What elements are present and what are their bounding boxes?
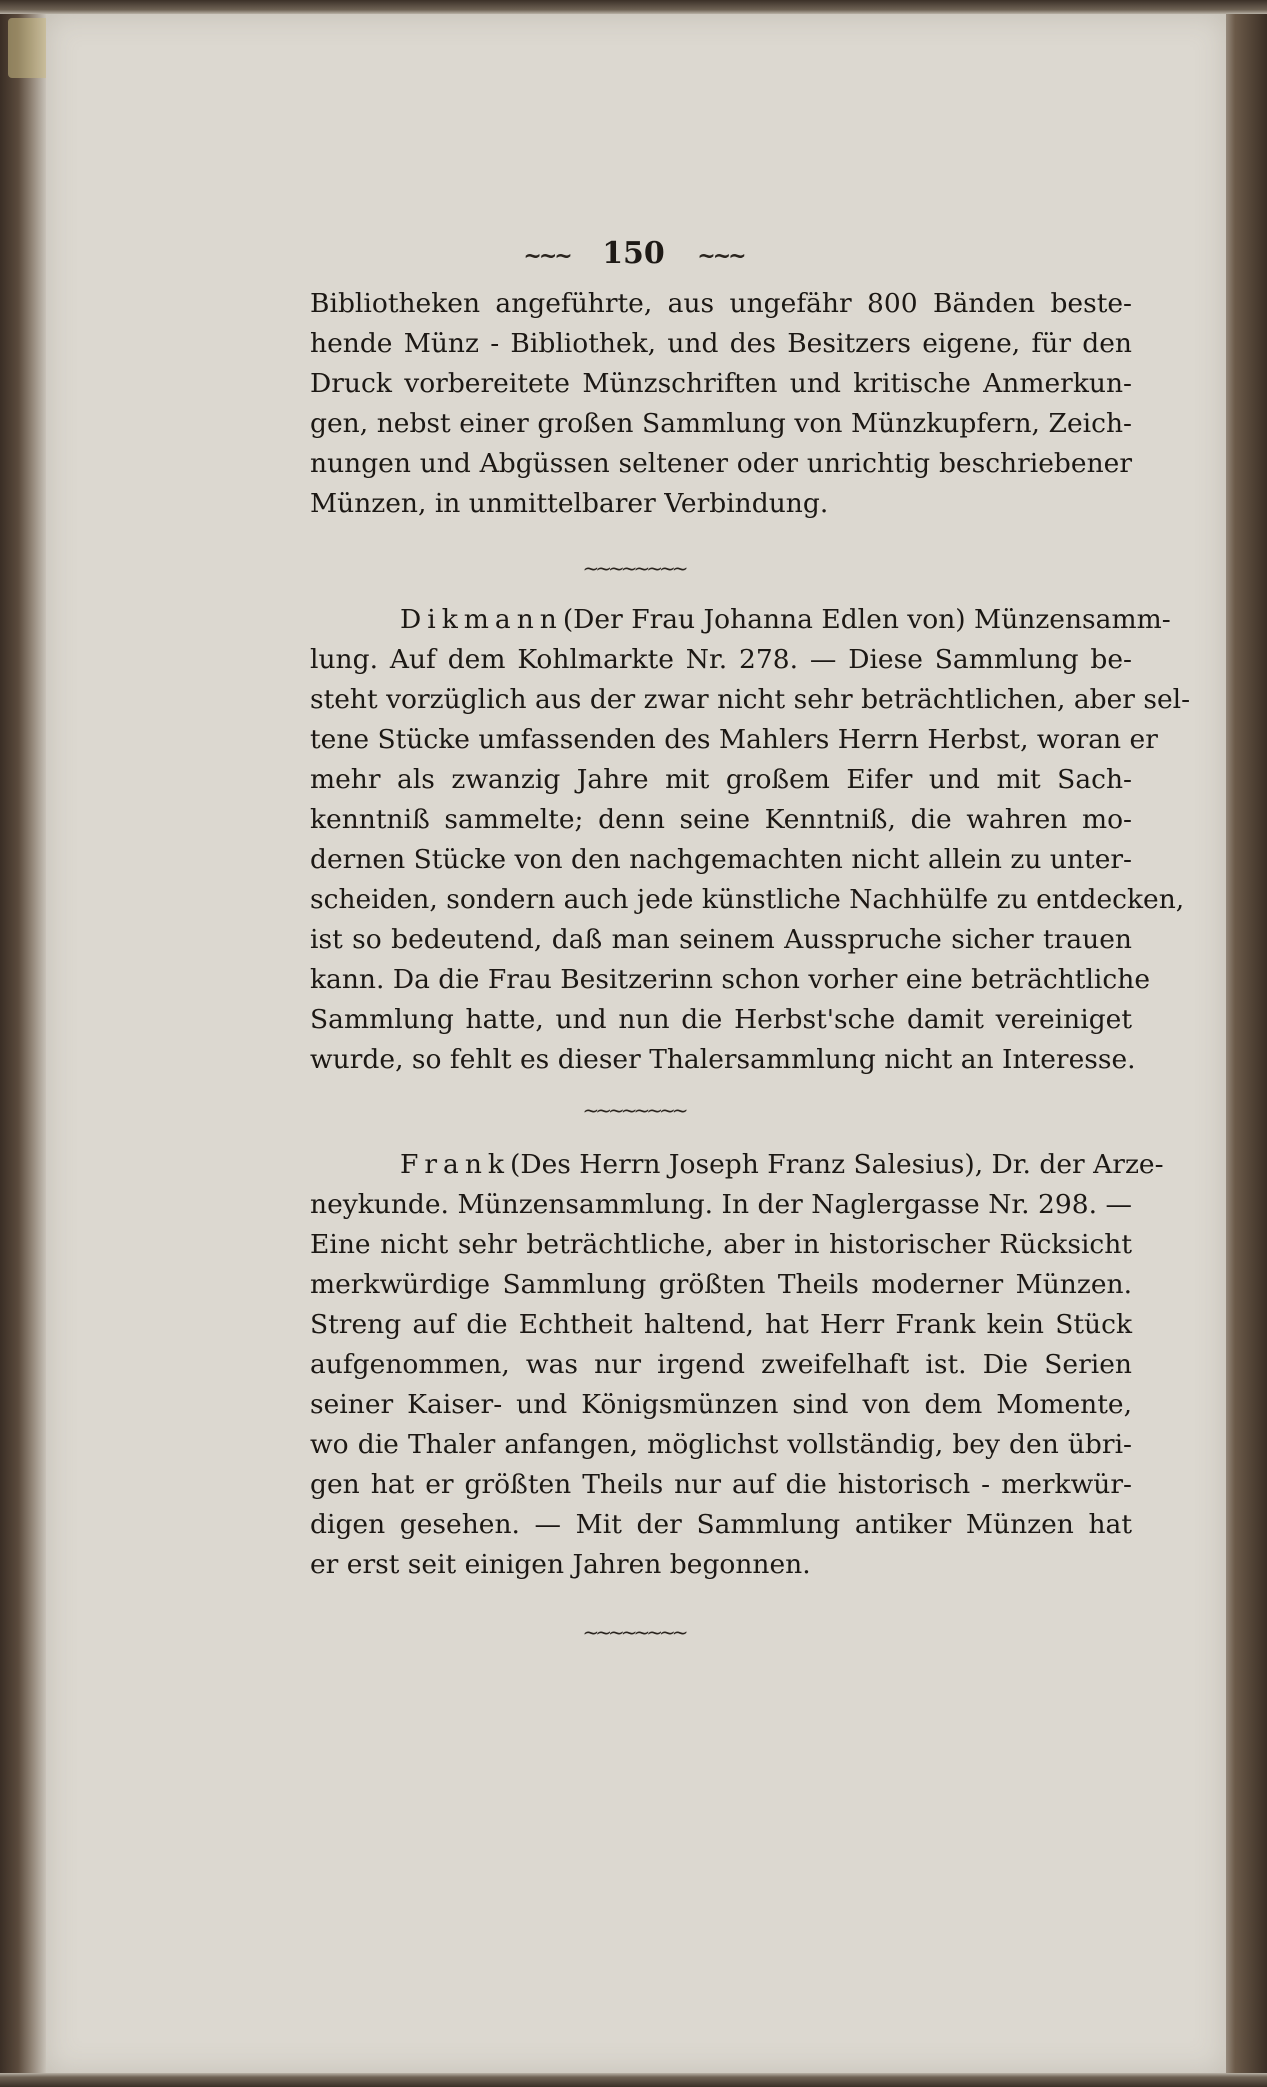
entry-dikmann — [310, 600, 1191, 1080]
text-line — [310, 1145, 1164, 1185]
entry-frank — [310, 1145, 1164, 1585]
header-ornament-left: ~~~ — [523, 243, 570, 269]
text-line: scheiden, sondern auch jede künstliche Nachhülfe zu entdecken, — [310, 884, 1185, 915]
section-divider: ~~~~~~~~ — [582, 556, 685, 580]
paragraph-bibliothek — [310, 284, 1132, 524]
header-ornament-right: ~~~ — [697, 243, 744, 269]
text-line: er erst seit einigen Jahren begonnen. — [310, 1549, 811, 1580]
text-line: kenntniß sammelte; denn seine Kenntniß, die wahren mo- — [310, 804, 1132, 835]
text-line: hende Münz - Bibliothek, und des Besitzers eigene, für den — [310, 328, 1132, 359]
text-line: dernen Stücke von den nachgemachten nicht allein zu unter- — [310, 844, 1132, 875]
text-line: Münzen, in unmittelbarer Verbindung. — [310, 488, 829, 519]
text-line — [310, 600, 1171, 640]
text-line: wurde, so fehlt es dieser Thalersammlung nicht an Interesse. — [310, 1044, 1136, 1075]
entry-name: Frank — [400, 1149, 510, 1180]
text-line: wo die Thaler anfangen, möglichst vollständig, bey den übri- — [310, 1429, 1132, 1460]
text-line: Eine nicht sehr beträchtliche, aber in historischer Rücksicht — [310, 1229, 1132, 1260]
text-line: gen hat er größten Theils nur auf die historisch - merkwür- — [310, 1469, 1132, 1500]
text-line: mehr als zwanzig Jahre mit großem Eifer und mit Sach- — [310, 764, 1132, 795]
page-edge-bottom — [0, 2073, 1267, 2087]
text-line: neykunde. Münzensammlung. In der Naglergasse Nr. 298. — — [310, 1189, 1132, 1220]
text-line: tene Stücke umfassenden des Mahlers Herrn Herbst, woran er — [310, 724, 1158, 755]
text-line: steht vorzüglich aus der zwar nicht sehr beträchtlichen, aber sel- — [310, 684, 1191, 715]
text-line: Druck vorbereitete Münzschriften und kritische Anmerkun- — [310, 368, 1132, 399]
text-line: nungen und Abgüssen seltener oder unrichtig beschriebener — [310, 448, 1132, 479]
section-divider: ~~~~~~~~ — [582, 1098, 685, 1122]
text-line: Sammlung hatte, und nun die Herbst'sche damit vereiniget — [310, 1004, 1132, 1035]
text-line: ist so bedeutend, daß man seinem Ausspruche sicher trauen — [310, 924, 1132, 955]
text-line: seiner Kaiser- und Königsmünzen sind von dem Momente, — [310, 1389, 1132, 1420]
text-line: Streng auf die Echtheit haltend, hat Herr Frank kein Stück — [310, 1309, 1132, 1340]
text-line: gen, nebst einer großen Sammlung von Münzkupfern, Zeich- — [310, 408, 1132, 439]
text-line: aufgenommen, was nur irgend zweifelhaft ist. Die Serien — [310, 1349, 1132, 1380]
page-edge-top — [0, 0, 1267, 14]
text-line: lung. Auf dem Kohlmarkte Nr. 278. — Diese Sammlung be- — [310, 644, 1132, 675]
section-divider: ~~~~~~~~ — [582, 1620, 685, 1644]
page-header — [0, 236, 1267, 271]
text-line: kann. Da die Frau Besitzerinn schon vorher eine beträchtliche — [310, 964, 1151, 995]
entry-title: (Der Frau Johanna Edlen von) Münzensamm- — [562, 604, 1171, 635]
page-number: 150 — [602, 236, 665, 271]
entry-title: (Des Herrn Joseph Franz Salesius), Dr. der Arze- — [509, 1149, 1164, 1180]
text-line: merkwürdige Sammlung größten Theils moderner Münzen. — [310, 1269, 1132, 1300]
entry-name: Dikmann — [400, 604, 563, 635]
text-line: digen gesehen. — Mit der Sammlung antiker Münzen hat — [310, 1509, 1132, 1540]
text-line: Bibliotheken angeführte, aus ungefähr 800 Bänden beste- — [310, 288, 1132, 319]
